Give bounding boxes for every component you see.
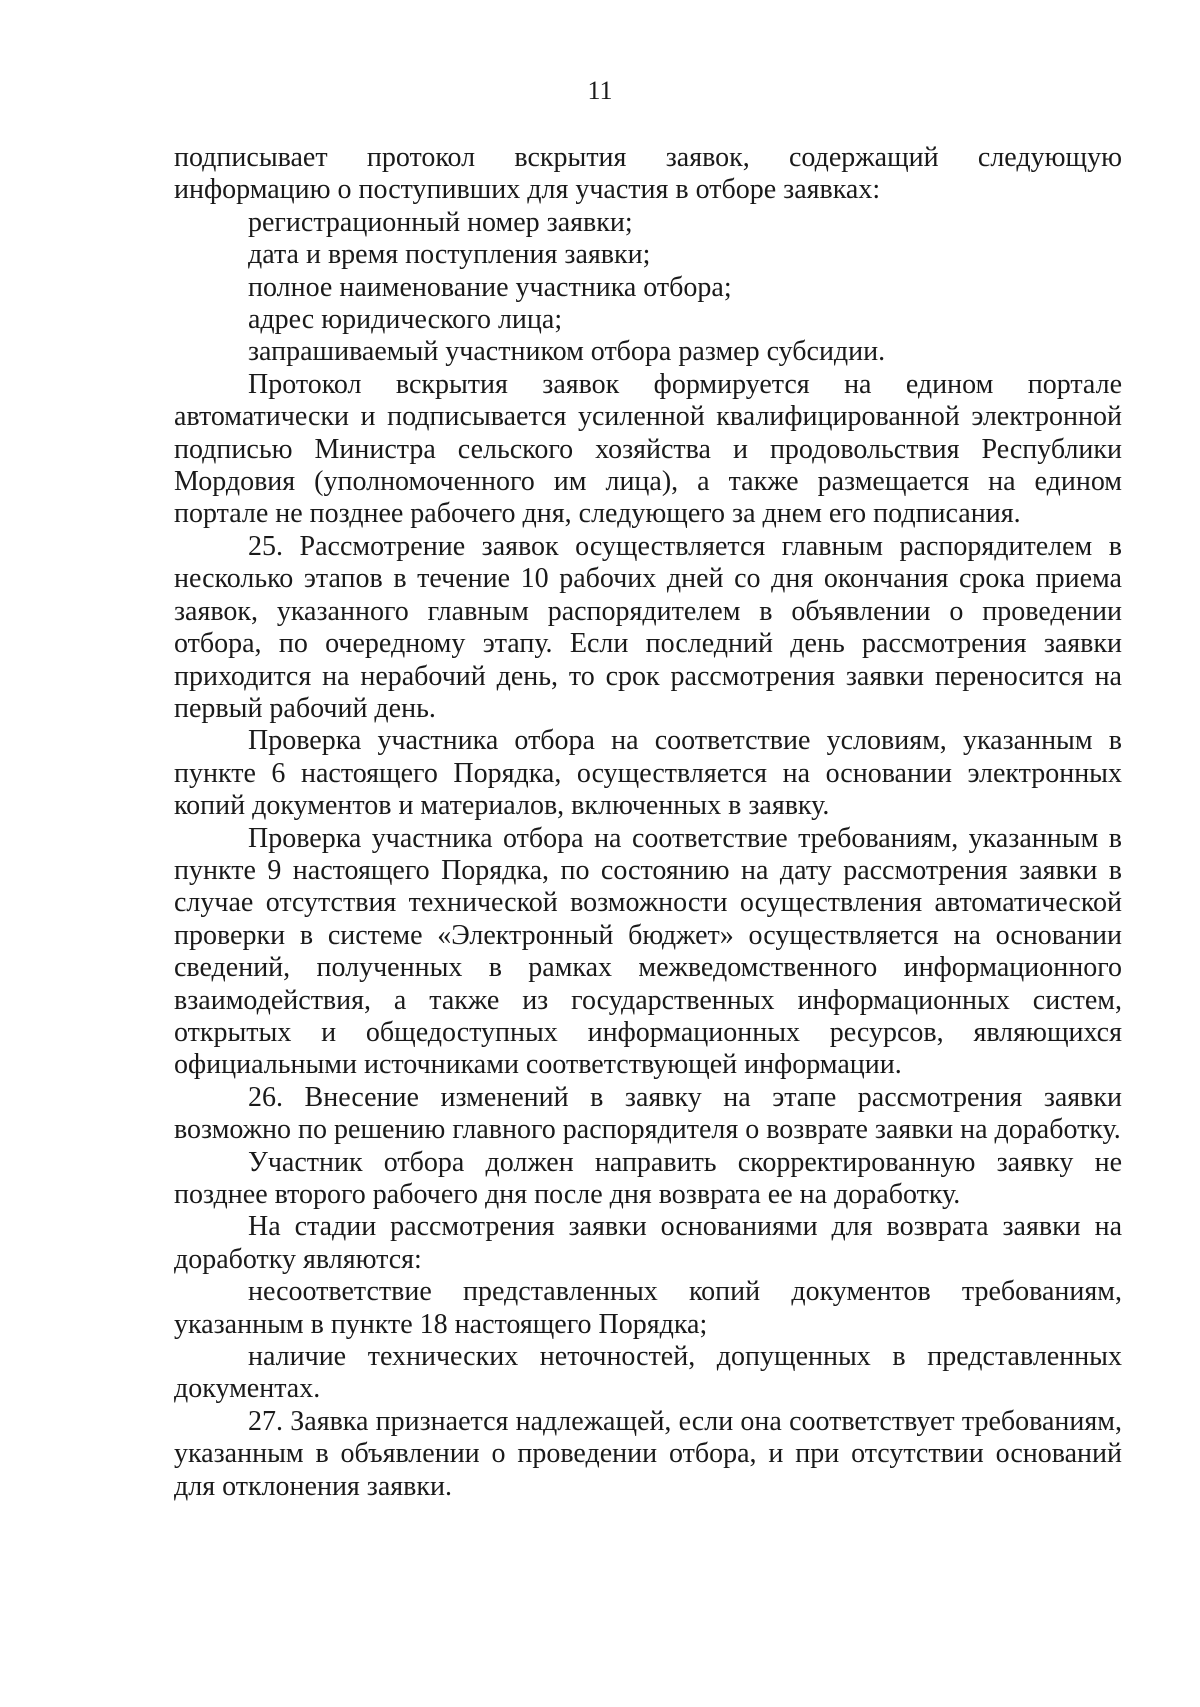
paragraph-conditions-check: Проверка участника отбора на соответствие условиям, указанным в пункте 6 настоящего Порядка, осуществляется на основании электронных копий документов и материалов, включенных в заявку. xyxy=(174,725,1122,822)
list-item-registration-number: регистрационный номер заявки; xyxy=(248,206,633,238)
paragraph-requirements-check: Проверка участника отбора на соответствие требованиям, указанным в пункте 9 настоящего Порядка, по состоянию на дату рассмотрения заявки в случае отсутствия технической возможности осуществления автоматической проверки в системе «Электронный бюджет» осуществляется на основании сведений, полученных в рамках межведомственного информационного взаимодействия, а также из государственных информационных систем, открытых и общедоступных информационных ресурсов, являющихся официальными источниками соответствующей информации. xyxy=(174,822,1122,1081)
paragraph-return-grounds: На стадии рассмотрения заявки основаниями для возврата заявки на доработку являются: xyxy=(174,1211,1122,1275)
paragraph-protocol-signing: Протокол вскрытия заявок формируется на едином портале автоматически и подписывается усиленной квалифицированной электронной подписью Министра сельского хозяйства и продовольствия Республики Мордовия (уполномоченного им лица), а также размещается на едином портале не позднее рабочего дня, следующего за днем его подписания. xyxy=(174,368,1122,530)
paragraph-ground-mismatch: несоответствие представленных копий документов требованиям, указанным в пункте 18 настоящего Порядка; xyxy=(174,1276,1122,1340)
paragraph-section-26: 26. Внесение изменений в заявку на этапе рассмотрения заявки возможно по решению главного распорядителя о возврате заявки на доработку. xyxy=(174,1081,1122,1146)
paragraph-section-25: 25. Рассмотрение заявок осуществляется главным распорядителем в несколько этапов в течение 10 рабочих дней со дня окончания срока приема заявок, указанного главным распорядителем в объявлении о проведении отбора, по очередному этапу. Если последний день рассмотрения заявки приходится на нерабочий день, то срок рассмотрения заявки переносится на первый рабочий день. xyxy=(174,530,1122,724)
paragraph-protocol-intro: подписывает протокол вскрытия заявок, содержащий следующую информацию о поступивших для участия в отборе заявках: xyxy=(174,142,1122,206)
paragraph-resubmission: Участник отбора должен направить скорректированную заявку не позднее второго рабочего дня после дня возврата ее на доработку. xyxy=(174,1146,1122,1210)
list-item-legal-address: адрес юридического лица; xyxy=(248,304,563,336)
paragraph-ground-inaccuracies: наличие технических неточностей, допущенных в представленных документах. xyxy=(174,1341,1122,1405)
list-item-subsidy-amount: запрашиваемый участником отбора размер субсидии. xyxy=(248,336,886,368)
page-number: 11 xyxy=(587,76,613,105)
list-item-date-time: дата и время поступления заявки; xyxy=(248,239,651,271)
list-item-participant-name: полное наименование участника отбора; xyxy=(248,271,732,303)
document-body xyxy=(174,142,1122,1503)
paragraph-section-27: 27. Заявка признается надлежащей, если она соответствует требованиям, указанным в объявлении о проведении отбора, и при отсутствии оснований для отклонения заявки. xyxy=(174,1405,1122,1502)
